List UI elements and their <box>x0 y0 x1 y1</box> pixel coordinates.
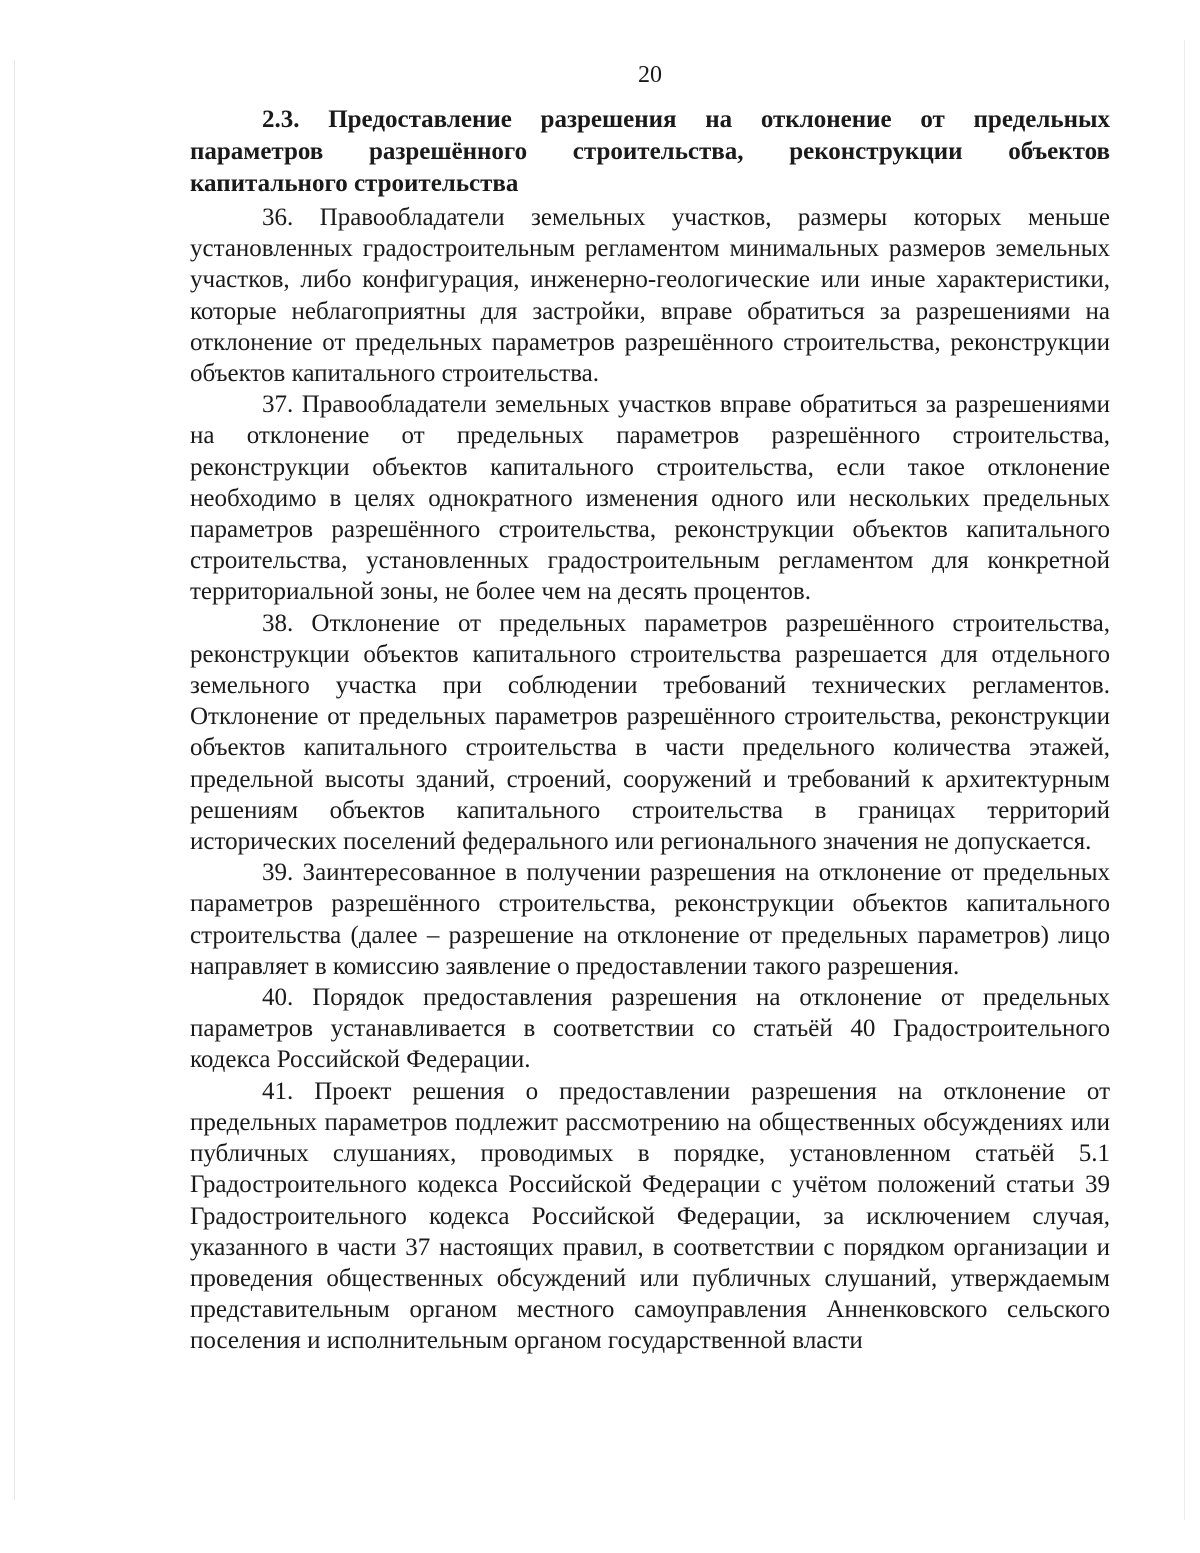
paragraph-41: 41. Проект решения о предоставлении разрешения на отклонение от предельных параметров подлежит рассмотрению на общественных обсуждениях или публичных слушаниях, проводимых в порядке, установленном статьёй 5.1 Градостроительного кодекса Российской Федерации с учётом положений статьи 39 Градостроительного кодекса Российской Федерации, за исключением случая, указанного в части 37 настоящих правил, в соответствии с порядком организации и проведения общественных обсуждений или публичных слушаний, утверждаемым представительным органом местного самоуправления Анненковского сельского поселения и исполнительным органом государственной власти <box>190 1077 1110 1355</box>
paragraph-40: 40. Порядок предоставления разрешения на отклонение от предельных параметров устанавливается в соответствии со статьёй 40 Градостроительного кодекса Российской Федерации. <box>190 984 1110 1074</box>
page-number: 20 <box>638 62 662 88</box>
scan-right-edge <box>1184 40 1185 1520</box>
paragraph-39: 39. Заинтересованное в получении разрешения на отклонение от предельных параметров разрешённого строительства, реконструкции объектов капитального строительства (далее – разрешение на отклонение от предельных параметров) лицо направляет в комиссию заявление о предоставлении такого разрешения. <box>190 859 1110 980</box>
paragraph-37: 37. Правообладатели земельных участков вправе обратиться за разрешениями на отклонение от предельных параметров разрешённого строительства, реконструкции объектов капитального строительства, если такое отклонение необходимо в целях однократного изменения одного или нескольких предельных параметров разрешённого строительства, реконструкции объектов капитального строительства, установленных градостроительным регламентом для конкретной территориальной зоны, не более чем на десять процентов. <box>190 391 1110 606</box>
document-body <box>190 104 1110 1357</box>
paragraph-36: 36. Правообладатели земельных участков, размеры которых меньше установленных градостроительным регламентом минимальных размеров земельных участков, либо конфигурация, инженерно-геологические или иные характеристики, которые неблагоприятны для застройки, вправе обратиться за разрешениями на отклонение от предельных параметров разрешённого строительства, реконструкции объектов капитального строительства. <box>190 204 1110 388</box>
section-heading: 2.3. Предоставление разрешения на отклонение от предельных параметров разрешённого строительства, реконструкции объектов капитального строительства <box>190 106 1110 197</box>
scan-left-edge <box>14 60 15 1500</box>
paragraph-38: 38. Отклонение от предельных параметров разрешённого строительства, реконструкции объектов капитального строительства разрешается для отдельного земельного участка при соблюдении требований технических регламентов. Отклонение от предельных параметров разрешённого строительства, реконструкции объектов капитального строительства в части предельного количества этажей, предельной высоты зданий, строений, сооружений и требований к архитектурным решениям объектов капитального строительства в границах территорий исторических поселений федерального или регионального значения не допускается. <box>190 609 1110 856</box>
